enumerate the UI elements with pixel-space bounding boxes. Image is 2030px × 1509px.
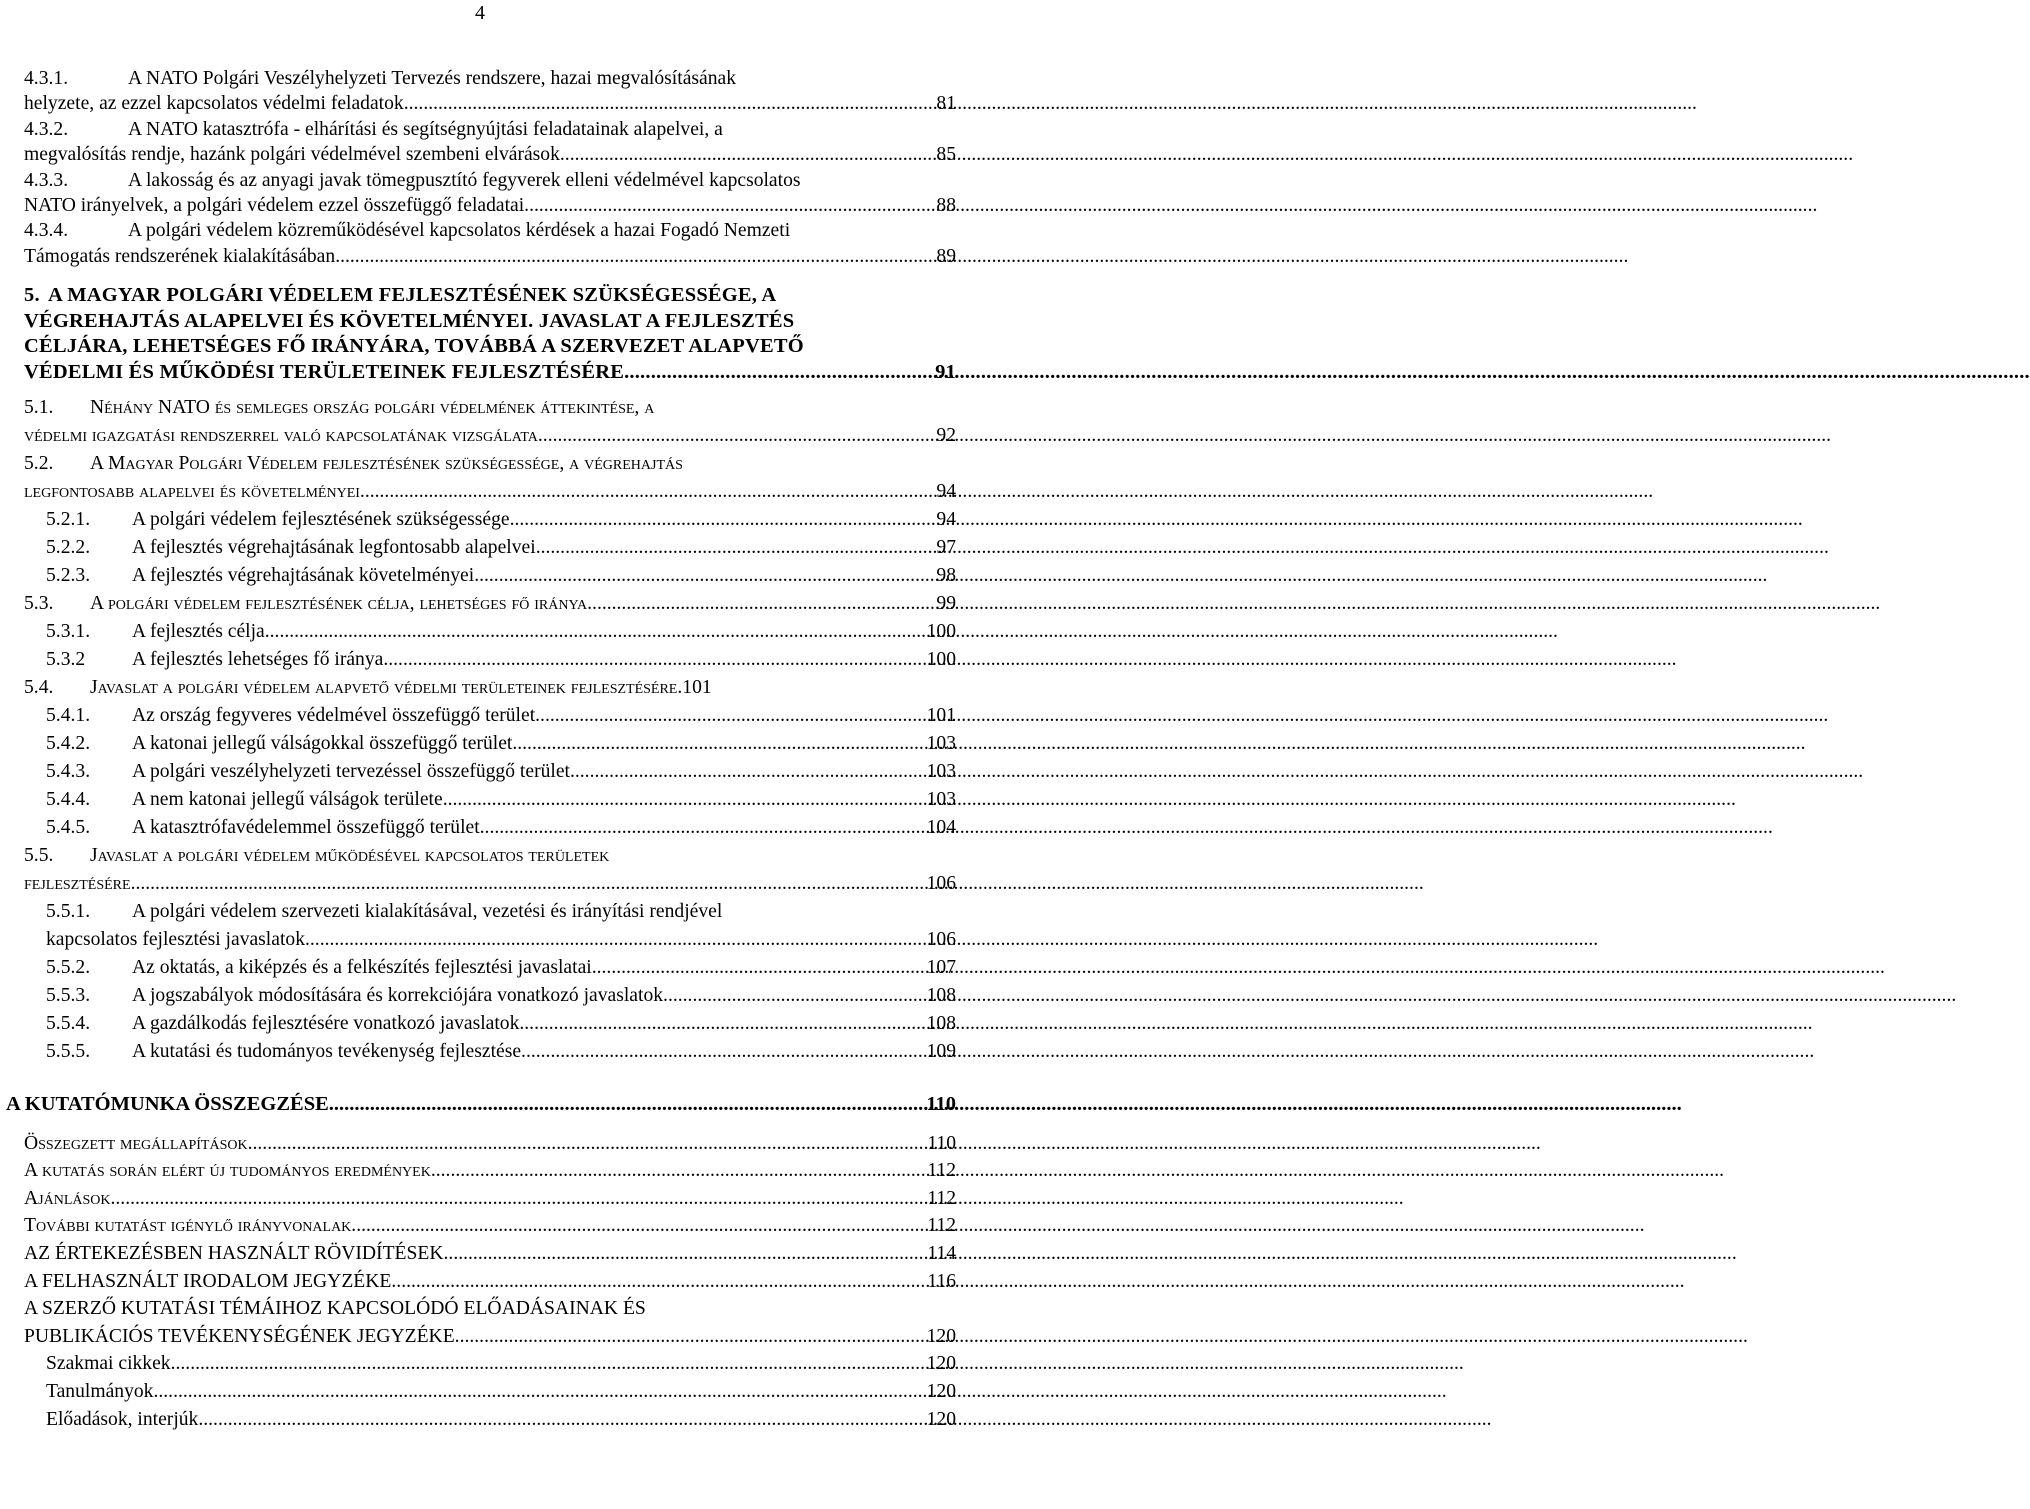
toc-summary-item[interactable]: [24, 1130, 956, 1158]
toc-entry-5-3-1[interactable]: 5.3.1. A fejlesztés célja ..... 100: [24, 618, 956, 646]
toc-entry-title: A polgári védelem fejlesztésének célja, lehetséges fő iránya: [90, 592, 588, 614]
toc-page-number: 94: [936, 480, 956, 502]
toc-entry-5-2-1[interactable]: 5.2.1. A polgári védelem fejlesztésének szükségessége ..... 94: [24, 506, 956, 534]
chapter-number: 5.: [24, 284, 40, 307]
toc-entry-title-cont: legfontosabb alapelvei és követelményei: [24, 480, 360, 502]
toc-entry-title: A Magyar Polgári Védelem fejlesztésének szükségessége, a végrehajtás: [90, 452, 683, 474]
toc-entry-5-2-3[interactable]: 5.2.3. A fejlesztés végrehajtásának követelményei ..... 98: [24, 562, 956, 590]
toc-entry-title-cont: helyzete, az ezzel kapcsolatos védelmi feladatok: [24, 93, 404, 115]
toc-entry-4-3-2[interactable]: 4.3.2. A NATO katasztrófa - elhárítási és segítségnyújtási feladatainak alapelvei, a megvalósítás rendje, hazánk polgári védelmével szembeni elvárások ..... 85: [24, 117, 956, 168]
toc-entry-title: A polgári védelem közreműködésével kapcsolatos kérdések a hazai Fogadó Nemzeti: [128, 220, 791, 242]
toc-page-number: 114: [927, 1243, 956, 1264]
leader-dots: [474, 562, 936, 590]
toc-entry-title: A polgári védelem fejlesztésének szükségessége: [132, 508, 510, 530]
toc-entry-5-5-1[interactable]: 5.5.1. A polgári védelem szervezeti kialakításával, vezetési és irányítási rendjével kapcsolatos fejlesztési javaslatok ..... 106: [24, 898, 956, 954]
toc-page-number: 112: [927, 1160, 956, 1182]
leader-dots: [305, 926, 927, 954]
toc-publications[interactable]: [24, 1295, 956, 1350]
toc-page-number: 108: [926, 1012, 956, 1034]
toc-page-number: 101: [682, 676, 712, 698]
chapter-title-cont: VÉGREHAJTÁS ALAPELVEI ÉS KÖVETELMÉNYEI. JAVASLAT A FEJLESZTÉS: [24, 309, 795, 332]
toc-entry-title-cont: NATO irányelvek, a polgári védelem ezzel összefüggő feladatai: [24, 195, 525, 217]
leader-dots: [171, 1350, 927, 1378]
toc-page-number: 120: [926, 1408, 956, 1430]
toc-page-number: 85: [936, 144, 956, 166]
toc-bibliography[interactable]: [24, 1268, 956, 1296]
toc-entry-title: A NATO katasztrófa - elhárítási és segítségnyújtási feladatainak alapelvei, a: [128, 118, 723, 140]
toc-entry-5-2-2[interactable]: 5.2.2. A fejlesztés végrehajtásának legfontosabb alapelvei ..... 97: [24, 534, 956, 562]
toc-entry-title: A fejlesztés célja: [132, 620, 265, 642]
toc-page-number: 107: [926, 956, 956, 978]
toc-entry-5-4-4[interactable]: 5.4.4. A nem katonai jellegű válságok területe ..... 103: [24, 786, 956, 814]
toc-entry-5-5-5[interactable]: 5.5.5. A kutatási és tudományos tevékenység fejlesztése ..... 109: [24, 1038, 956, 1066]
toc-entry-title: AZ ÉRTEKEZÉSBEN HASZNÁLT RÖVIDÍTÉSEK: [24, 1243, 444, 1264]
toc-entry-title: Javaslat a polgári védelem működésével kapcsolatos területek: [90, 844, 610, 866]
toc-page-number: 112: [927, 1215, 956, 1237]
toc-entry-title-cont: védelmi igazgatási rendszerrel való kapcsolatának vizsgálata: [24, 424, 538, 446]
toc-page-number: 100: [926, 620, 956, 642]
toc-page-number: 88: [936, 195, 956, 217]
leader-dots: [510, 506, 937, 534]
leader-dots: [391, 1268, 927, 1296]
leader-dots: [404, 91, 937, 116]
leader-dots: [512, 730, 926, 758]
toc-page-number: 94: [936, 508, 956, 530]
page-number: 4: [475, 2, 485, 24]
toc-entry-4-3-1[interactable]: 4.3.1. A NATO Polgári Veszélyhelyzeti Tervezés rendszere, hazai megvalósításának helyzete, az ezzel kapcsolatos védelmi feladatok ..... 81: [24, 66, 956, 117]
toc-entry-title: További kutatást igénylő irányvonalak: [24, 1215, 352, 1237]
toc-entry-title: A katasztrófavédelemmel összefüggő terület: [132, 816, 480, 838]
chapter-title-cont: VÉDELMI ÉS MŰKÖDÉSI TERÜLETEINEK FEJLESZTÉSÉRE: [24, 361, 625, 384]
toc-page-number: 106: [926, 872, 956, 894]
toc-page-number: 103: [926, 760, 956, 782]
leader-dots: [335, 244, 936, 269]
toc-entry-title: A FELHASZNÁLT IRODALOM JEGYZÉKE: [24, 1270, 392, 1292]
toc-entry-5-5-4[interactable]: 5.5.4. A gazdálkodás fejlesztésére vonatkozó javaslatok ..... 108: [24, 1010, 956, 1038]
toc-entry-title: A kutatási és tudományos tevékenység fejlesztése: [132, 1040, 522, 1062]
toc-entry-title: A lakosság és az anyagi javak tömegpusztító fegyverek elleni védelmével kapcsolatos: [128, 169, 801, 191]
toc-entry-title: Az ország fegyveres védelmével összefüggő terület: [132, 704, 536, 726]
toc-entry-title: A kutatás során elért új tudományos eredmények: [24, 1160, 431, 1182]
leader-dots: [329, 1090, 927, 1118]
leader-dots: [153, 1378, 926, 1406]
toc-publications-item[interactable]: [24, 1378, 956, 1406]
toc-entry-5-3[interactable]: 5.3. A polgári védelem fejlesztésének célja, lehetséges fő iránya ..... 99: [24, 590, 956, 618]
leader-dots: [592, 954, 927, 982]
leader-dots: [131, 870, 927, 898]
table-of-contents: [6, 66, 956, 1433]
toc-entry-4-3-4[interactable]: 4.3.4. A polgári védelem közreműködésével kapcsolatos kérdések a hazai Fogadó Nemzeti Támogatás rendszerének kialakításában ..... 89: [24, 218, 956, 269]
toc-entry-5-3-2[interactable]: 5.3.2 A fejlesztés lehetséges fő iránya ..... 100: [24, 646, 956, 674]
toc-summary-item[interactable]: [24, 1157, 956, 1185]
leader-dots: [560, 142, 937, 167]
toc-page-number: 101: [926, 704, 956, 726]
leader-dots: [538, 422, 937, 450]
toc-page-number: 92: [936, 424, 956, 446]
toc-entry-5-2[interactable]: 5.2. A Magyar Polgári Védelem fejlesztésének szükségessége, a végrehajtás legfontosabb alapelvei és követelményei ..... 94: [24, 450, 956, 506]
leader-dots: [587, 590, 936, 618]
toc-page-number: 120: [926, 1380, 956, 1402]
toc-page-number: 108: [926, 984, 956, 1006]
leader-dots: [265, 618, 927, 646]
leader-dots: [663, 982, 927, 1010]
toc-page-number: 91: [935, 361, 956, 384]
toc-summary-item[interactable]: [24, 1212, 956, 1240]
leader-dots: [111, 1185, 928, 1213]
toc-entry-title: Előadások, interjúk: [46, 1408, 199, 1430]
toc-page-number: 109: [926, 1040, 956, 1062]
toc-entry-title: Szakmai cikkek: [46, 1353, 171, 1375]
toc-page-number: 100: [926, 648, 956, 670]
toc-entry-title: Az oktatás, a kiképzés és a felkészítés fejlesztési javaslatai: [132, 956, 592, 978]
toc-entry-title: A NATO Polgári Veszélyhelyzeti Tervezés rendszere, hazai megvalósításának: [128, 68, 736, 89]
toc-abbreviations[interactable]: [24, 1240, 956, 1268]
toc-publications-item[interactable]: [24, 1350, 956, 1378]
toc-publications-item[interactable]: [24, 1406, 956, 1434]
toc-entry-title: Javaslat a polgári védelem alapvető védelmi területeinek fejlesztésére.: [90, 676, 683, 698]
toc-entry-title: A nem katonai jellegű válságok területe: [132, 788, 443, 810]
toc-entry-5-4-5[interactable]: 5.4.5. A katasztrófavédelemmel összefüggő terület ..... 104: [24, 814, 956, 842]
toc-entry-title-cont: Támogatás rendszerének kialakításában: [24, 245, 336, 267]
toc-entry-title: Ajánlások: [24, 1187, 111, 1209]
toc-entry-5-5-2[interactable]: 5.5.2. Az oktatás, a kiképzés és a felkészítés fejlesztési javaslatai ..... 107: [24, 954, 956, 982]
toc-page-number: 103: [926, 732, 956, 754]
toc-entry-title-cont: megvalósítás rendje, hazánk polgári védelmével szembeni elvárások: [24, 144, 560, 166]
toc-page-number: 81: [936, 93, 956, 115]
toc-entry-title: A polgári védelem szervezeti kialakításával, vezetési és irányítási rendjével: [132, 900, 723, 922]
toc-entry-title: A jogszabályok módosítására és korrekciójára vonatkozó javaslatok: [132, 984, 664, 1006]
leader-dots: [536, 534, 937, 562]
leader-dots: [455, 1323, 927, 1351]
leader-dots: [535, 702, 926, 730]
leader-dots: [383, 646, 926, 674]
toc-page-number: 97: [936, 536, 956, 558]
toc-entry-title: A gazdálkodás fejlesztésére vonatkozó javaslatok: [132, 1012, 520, 1034]
toc-entry-title: A fejlesztés lehetséges fő iránya: [132, 648, 384, 670]
leader-dots: [443, 786, 927, 814]
toc-entry-title: Összegzett megállapítások: [24, 1132, 248, 1154]
leader-dots: [524, 193, 936, 218]
chapter-title: A KUTATÓMUNKA ÖSSZEGZÉSE: [6, 1092, 329, 1115]
leader-dots: [248, 1130, 928, 1158]
toc-chapter-5[interactable]: [24, 283, 956, 385]
toc-entry-title: A polgári veszélyhelyzeti tervezéssel összefüggő terület: [132, 760, 570, 782]
toc-entry-5-5[interactable]: 5.5. Javaslat a polgári védelem működésével kapcsolatos területek fejlesztésére ..... 106: [24, 842, 956, 898]
toc-entry-5-5-3[interactable]: 5.5.3. A jogszabályok módosítására és korrekciójára vonatkozó javaslatok ..... 108: [24, 982, 956, 1010]
toc-entry-5-4[interactable]: 5.4. Javaslat a polgári védelem alapvető védelmi területeinek fejlesztésére. 101: [24, 674, 956, 702]
toc-page-number: 112: [927, 1187, 956, 1209]
toc-page-number: 110: [927, 1132, 956, 1154]
toc-page-number: 89: [936, 245, 956, 267]
toc-entry-title-cont: PUBLIKÁCIÓS TEVÉKENYSÉGÉNEK JEGYZÉKE: [24, 1325, 455, 1347]
toc-page-number: 110: [926, 1092, 956, 1115]
toc-entry-title-cont: kapcsolatos fejlesztési javaslatok: [46, 928, 305, 950]
chapter-title-cont: CÉLJÁRA, LEHETSÉGES FŐ IRÁNYÁRA, TOVÁBBÁ A SZERVEZET ALAPVETŐ: [24, 335, 804, 358]
toc-page-number: 98: [936, 564, 956, 586]
toc-summary[interactable]: [6, 1090, 956, 1118]
toc-entry-title: A fejlesztés végrehajtásának legfontosabb alapelvei: [132, 536, 536, 558]
toc-entry-title: A katonai jellegű válságokkal összefüggő terület: [132, 732, 513, 754]
leader-dots: [444, 1240, 928, 1268]
toc-page-number: 103: [926, 788, 956, 810]
leader-dots: [521, 1038, 927, 1066]
toc-page-number: 106: [926, 928, 956, 950]
leader-dots: [570, 758, 927, 786]
toc-page-number: 99: [936, 592, 956, 614]
toc-entry-5-4-1[interactable]: 5.4.1. Az ország fegyveres védelmével összefüggő terület ..... 101: [24, 702, 956, 730]
toc-entry-title-cont: fejlesztésére: [24, 872, 131, 894]
toc-page-number: 116: [927, 1270, 956, 1292]
leader-dots: [519, 1010, 926, 1038]
leader-dots: [624, 360, 935, 386]
leader-dots: [351, 1212, 927, 1240]
toc-page-number: 120: [926, 1325, 956, 1347]
chapter-title: A MAGYAR POLGÁRI VÉDELEM FEJLESZTÉSÉNEK SZÜKSÉGESSÉGE, A: [48, 284, 777, 307]
toc-entry-4-3-3[interactable]: 4.3.3. A lakosság és az anyagi javak tömegpusztító fegyverek elleni védelmével kapcsolatos NATO irányelvek, a polgári védelem ezzel összefüggő feladatai ..... 88: [24, 168, 956, 219]
toc-entry-title: Néhány NATO és semleges ország polgári védelmének áttekintése, a: [90, 396, 655, 418]
toc-entry-5-4-2[interactable]: 5.4.2. A katonai jellegű válságokkal összefüggő terület ..... 103: [24, 730, 956, 758]
toc-entry-title: Tanulmányok: [46, 1380, 154, 1402]
leader-dots: [480, 814, 927, 842]
toc-entry-5-4-3[interactable]: 5.4.3. A polgári veszélyhelyzeti tervezéssel összefüggő terület ..... 103: [24, 758, 956, 786]
leader-dots: [360, 478, 936, 506]
toc-entry-title: A fejlesztés végrehajtásának követelményei: [132, 564, 475, 586]
toc-summary-item[interactable]: [24, 1185, 956, 1213]
toc-page-number: 120: [926, 1353, 956, 1375]
toc-page-number: 104: [926, 816, 956, 838]
leader-dots: [431, 1157, 927, 1185]
toc-entry-5-1[interactable]: 5.1. Néhány NATO és semleges ország polgári védelmének áttekintése, a védelmi igazgatási rendszerrel való kapcsolatának vizsgálata ..... 92: [24, 394, 956, 450]
toc-entry-title: A SZERZŐ KUTATÁSI TÉMÁIHOZ KAPCSOLÓDÓ ELŐADÁSAINAK ÉS: [24, 1298, 646, 1320]
leader-dots: [198, 1406, 926, 1434]
